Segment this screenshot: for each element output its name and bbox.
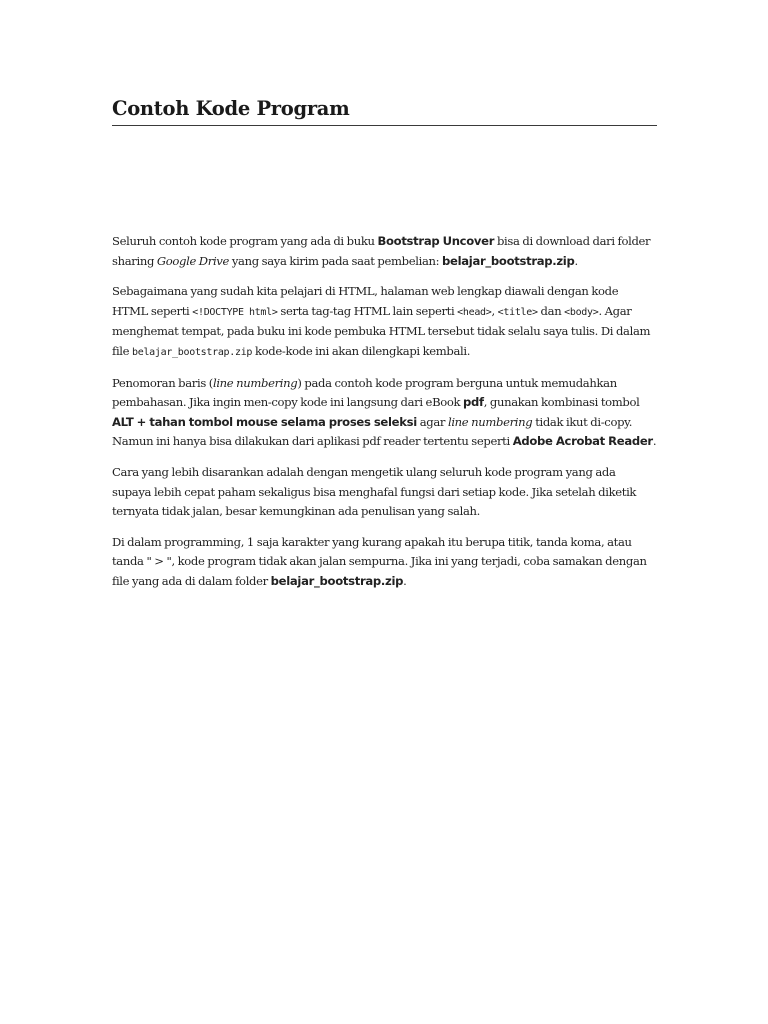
text-run: Di dalam programming, 1 saja karakter yang kurang apakah itu berupa titik, tanda koma, atau tanda " > ", kode program tidak akan jalan sempurna. Jika ini yang terjadi, coba samakan dengan file yang ada di dalam folder <box>112 534 647 588</box>
text-run: . <box>652 434 657 449</box>
text-run: Cara yang lebih disarankan adalah dengan mengetik ulang seluruh kode program yang ada supaya lebih cepat paham sekaligus bisa menghafal fungsi dari setiap kode. Jika setelah diketik ternyata tidak jalan, besar kemungkinan ada penulisan yang salah. <box>112 464 637 519</box>
text-run: yang saya kirim pada saat pembelian: <box>229 253 443 268</box>
code-title-tag: <title> <box>497 306 538 318</box>
code-head-tag: <head> <box>457 306 492 318</box>
paragraph-line-numbering <box>112 374 657 452</box>
text-run: kode-kode ini akan dilengkapi kembali. <box>252 343 471 358</box>
text-run: Sebagaimana yang sudah kita pelajari di HTML, halaman web lengkap diawali dengan kode HTML seperti <box>112 284 619 318</box>
term-line-numbering: line numbering <box>212 375 298 390</box>
book-title: Bootstrap Uncover <box>377 234 495 248</box>
paragraph-retype-advice <box>112 463 657 522</box>
term-pdf: pdf <box>463 395 484 410</box>
term-line-numbering: line numbering <box>447 414 533 429</box>
service-name: Google Drive <box>156 253 230 268</box>
text-run: agar <box>416 414 448 429</box>
paragraph-html-boilerplate <box>112 282 657 362</box>
paragraph-character-warning <box>112 533 657 592</box>
text-run: Penomoran baris ( <box>112 375 213 390</box>
app-name: Adobe Acrobat Reader <box>512 434 653 449</box>
text-run: Seluruh contoh kode program yang ada di buku <box>112 234 378 248</box>
code-zip-filename: belajar_bootstrap.zip <box>132 346 253 358</box>
chapter-title: Contoh Kode Program <box>112 96 657 126</box>
zip-filename: belajar_bootstrap.zip <box>270 573 404 588</box>
text-run: bisa di download dari folder sharing <box>112 234 651 268</box>
text-run: serta tag-tag HTML lain seperti <box>277 303 458 318</box>
code-doctype: <!DOCTYPE html> <box>192 306 278 318</box>
text-run: dan <box>537 303 565 318</box>
text-run: . Agar menghemat tempat, pada buku ini kode pembuka HTML tersebut tidak selalu saya tulis. Di dalam file <box>112 303 651 358</box>
text-run: . <box>403 573 407 588</box>
paragraph-download-info <box>112 232 657 271</box>
text-run: , gunakan kombinasi tombol <box>483 395 640 410</box>
text-run: ) pada contoh kode program berguna untuk memudahkan pembahasan. Jika ingin men-copy kode ini langsung dari eBook <box>112 375 617 410</box>
text-run: , <box>491 303 498 318</box>
key-combination: ALT + tahan tombol mouse selama proses seleksi <box>112 414 417 429</box>
text-run: tidak ikut di-copy. Namun ini hanya bisa dilakukan dari aplikasi pdf reader tertentu seperti <box>112 414 633 449</box>
body-text <box>112 232 657 603</box>
text-run: . <box>574 253 578 268</box>
zip-filename: belajar_bootstrap.zip <box>442 253 575 268</box>
code-body-tag: <body> <box>564 306 599 318</box>
